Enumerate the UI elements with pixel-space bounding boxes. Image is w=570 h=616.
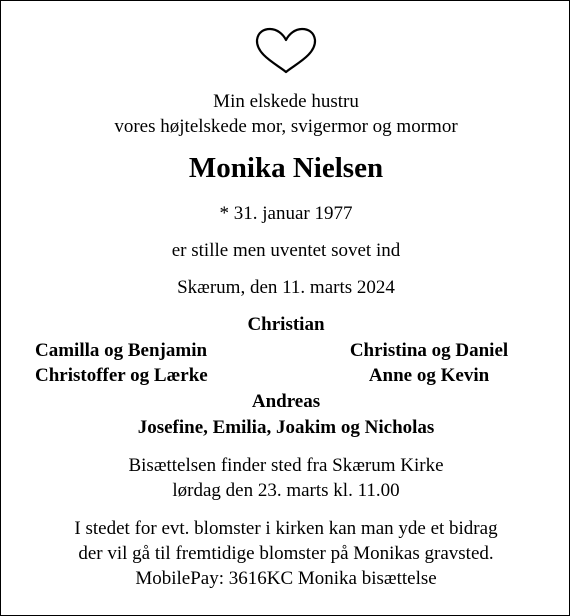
service-line-2: lørdag den 23. marts kl. 11.00 xyxy=(172,480,400,501)
family-child-right-1: Christina og Daniel xyxy=(349,340,509,361)
family-grandchildren: Josefine, Emilia, Joakim og Nicholas xyxy=(137,417,435,438)
family-child-right-2: Anne og Kevin xyxy=(368,365,490,386)
flowers-line-1: I stedet for evt. blomster i kirken kan man yde et bidrag xyxy=(74,518,498,539)
deceased-name: Monika Nielsen xyxy=(188,152,384,184)
family-child-left-1: Camilla og Benjamin xyxy=(35,340,208,361)
family-spouse: Christian xyxy=(247,314,325,335)
service-line-1: Bisættelsen finder sted fra Skærum Kirke xyxy=(128,455,444,476)
place-and-date: Skærum, den 11. marts 2024 xyxy=(177,277,395,298)
family-grandchild-parent: Andreas xyxy=(251,391,321,412)
passing-text: er stille men uventet sovet ind xyxy=(171,240,401,261)
intro-line-2: vores højtelskede mor, svigermor og mormor xyxy=(114,116,458,137)
heart-icon xyxy=(254,27,318,75)
flowers-line-2: der vil gå til fremtidige blomster på Monikas gravsted. xyxy=(78,543,494,564)
mobilepay-line: MobilePay: 3616KC Monika bisættelse xyxy=(135,568,437,589)
birth-date: * 31. januar 1977 xyxy=(219,203,353,224)
intro-line-1: Min elskede hustru xyxy=(213,91,359,112)
family-child-left-2: Christoffer og Lærke xyxy=(35,365,208,386)
